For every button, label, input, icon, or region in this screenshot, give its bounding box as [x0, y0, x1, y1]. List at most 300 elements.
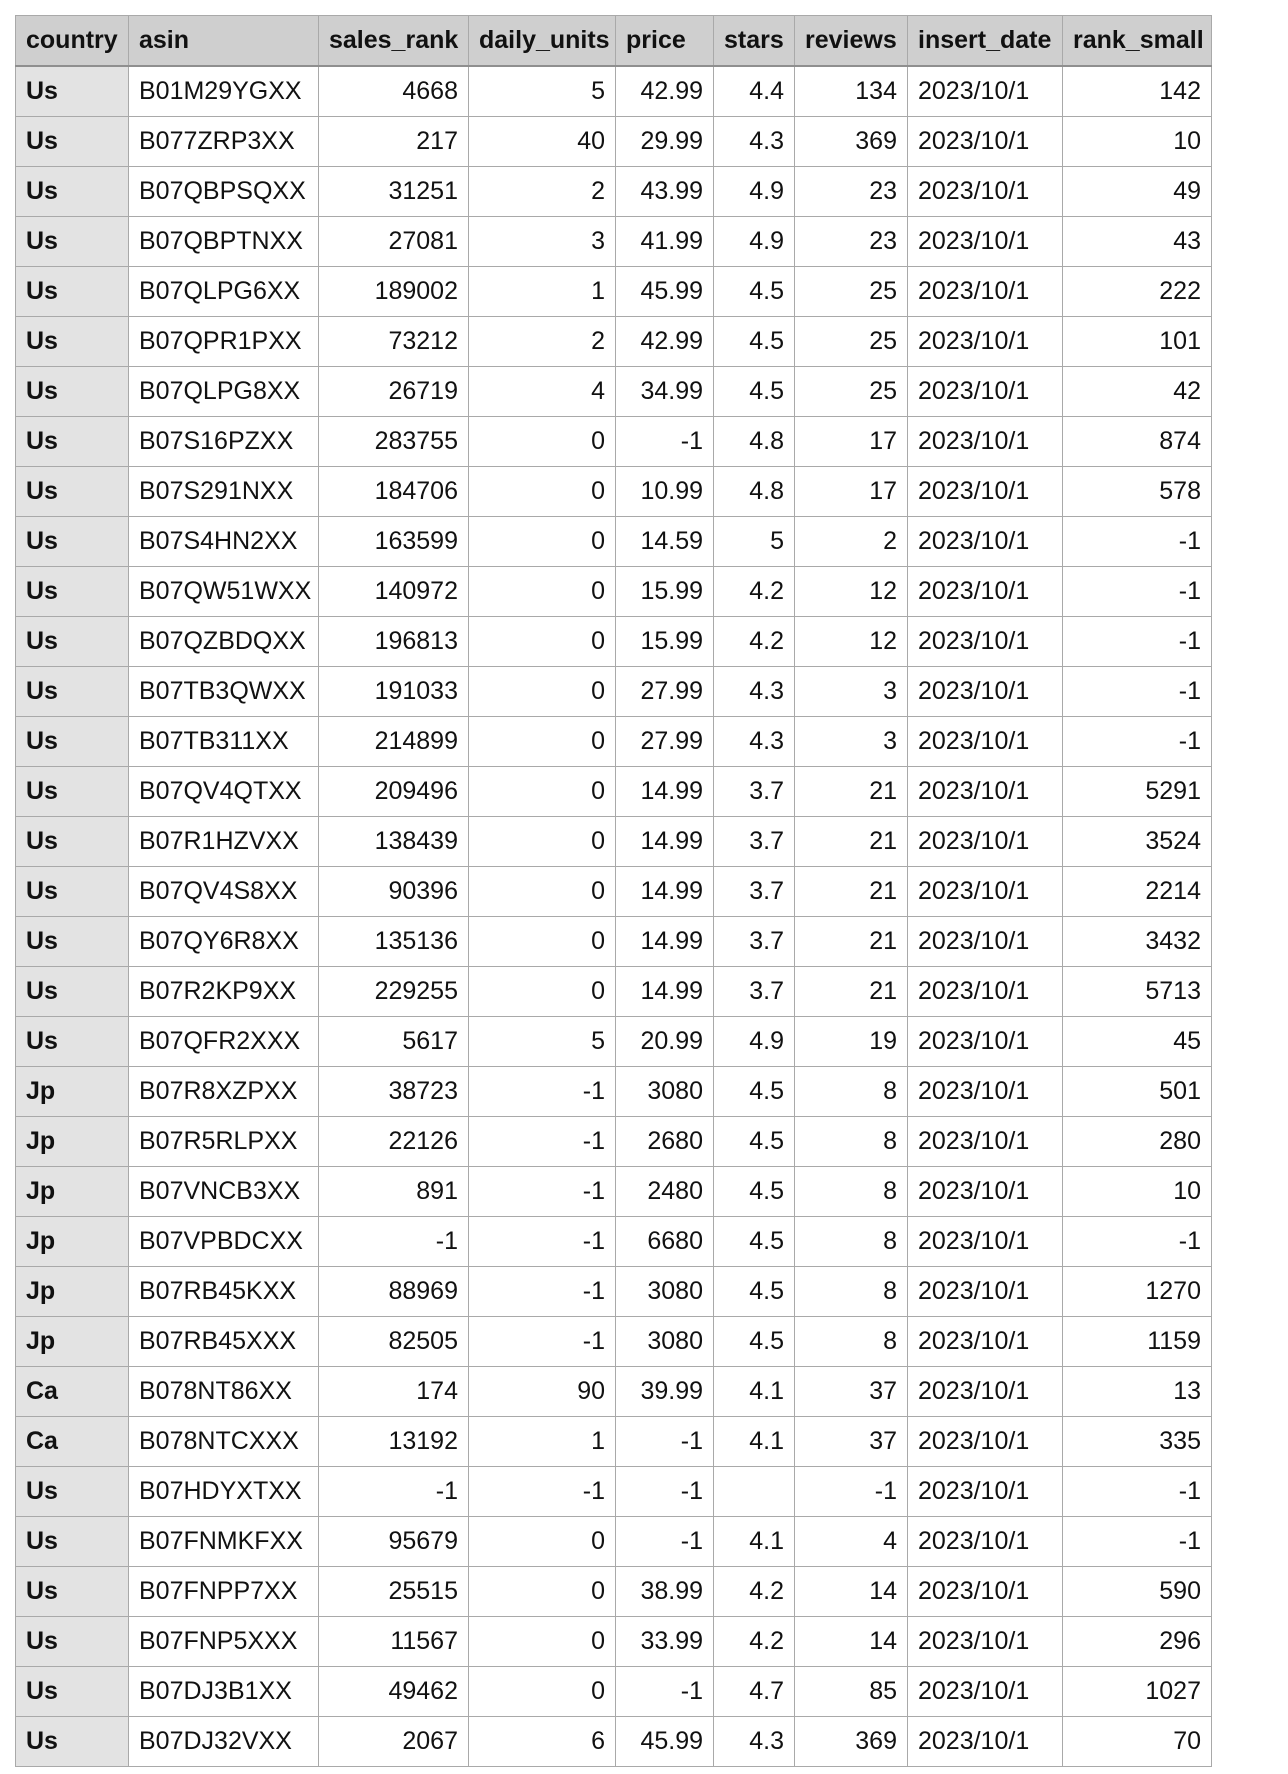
- price-cell[interactable]: 42.99: [616, 317, 714, 367]
- stars-cell[interactable]: 4.1: [714, 1367, 795, 1417]
- sales-rank-cell[interactable]: 38723: [319, 1067, 469, 1117]
- sales-rank-cell[interactable]: 22126: [319, 1117, 469, 1167]
- sales-rank-cell[interactable]: 138439: [319, 817, 469, 867]
- daily-units-cell[interactable]: -1: [469, 1067, 616, 1117]
- stars-cell[interactable]: 3.7: [714, 867, 795, 917]
- asin-cell[interactable]: B07R5RLPXX: [129, 1117, 319, 1167]
- reviews-cell[interactable]: 21: [795, 967, 908, 1017]
- price-cell[interactable]: 43.99: [616, 167, 714, 217]
- insert-date-cell[interactable]: 2023/10/1: [908, 817, 1063, 867]
- asin-cell[interactable]: B078NT86XX: [129, 1367, 319, 1417]
- insert-date-cell[interactable]: 2023/10/1: [908, 367, 1063, 417]
- rank-small-cell[interactable]: -1: [1063, 667, 1212, 717]
- price-cell[interactable]: 14.99: [616, 767, 714, 817]
- asin-cell[interactable]: B07QV4S8XX: [129, 867, 319, 917]
- stars-cell[interactable]: 4.3: [714, 717, 795, 767]
- column-header-daily-units[interactable]: daily_units: [469, 16, 616, 67]
- daily-units-cell[interactable]: 0: [469, 1517, 616, 1567]
- insert-date-cell[interactable]: 2023/10/1: [908, 567, 1063, 617]
- asin-cell[interactable]: B07QPR1PXX: [129, 317, 319, 367]
- rank-small-cell[interactable]: 42: [1063, 367, 1212, 417]
- stars-cell[interactable]: 4.5: [714, 1117, 795, 1167]
- country-cell[interactable]: Us: [16, 917, 129, 967]
- rank-small-cell[interactable]: 3524: [1063, 817, 1212, 867]
- insert-date-cell[interactable]: 2023/10/1: [908, 867, 1063, 917]
- reviews-cell[interactable]: 14: [795, 1617, 908, 1667]
- stars-cell[interactable]: 4.1: [714, 1417, 795, 1467]
- insert-date-cell[interactable]: 2023/10/1: [908, 317, 1063, 367]
- insert-date-cell[interactable]: 2023/10/1: [908, 1367, 1063, 1417]
- stars-cell[interactable]: 4.1: [714, 1517, 795, 1567]
- rank-small-cell[interactable]: 578: [1063, 467, 1212, 517]
- sales-rank-cell[interactable]: 88969: [319, 1267, 469, 1317]
- asin-cell[interactable]: B07RB45KXX: [129, 1267, 319, 1317]
- sales-rank-cell[interactable]: 73212: [319, 317, 469, 367]
- reviews-cell[interactable]: 17: [795, 417, 908, 467]
- daily-units-cell[interactable]: -1: [469, 1467, 616, 1517]
- stars-cell[interactable]: 3.7: [714, 917, 795, 967]
- insert-date-cell[interactable]: 2023/10/1: [908, 117, 1063, 167]
- rank-small-cell[interactable]: -1: [1063, 1467, 1212, 1517]
- daily-units-cell[interactable]: 4: [469, 367, 616, 417]
- country-cell[interactable]: Us: [16, 467, 129, 517]
- stars-cell[interactable]: 4.9: [714, 217, 795, 267]
- asin-cell[interactable]: B07R2KP9XX: [129, 967, 319, 1017]
- daily-units-cell[interactable]: -1: [469, 1217, 616, 1267]
- price-cell[interactable]: 2480: [616, 1167, 714, 1217]
- price-cell[interactable]: 33.99: [616, 1617, 714, 1667]
- asin-cell[interactable]: B07VNCB3XX: [129, 1167, 319, 1217]
- column-header-insert-date[interactable]: insert_date: [908, 16, 1063, 67]
- stars-cell[interactable]: 4.3: [714, 667, 795, 717]
- reviews-cell[interactable]: 3: [795, 717, 908, 767]
- rank-small-cell[interactable]: 43: [1063, 217, 1212, 267]
- stars-cell[interactable]: 4.2: [714, 1617, 795, 1667]
- country-cell[interactable]: Us: [16, 517, 129, 567]
- sales-rank-cell[interactable]: 5617: [319, 1017, 469, 1067]
- reviews-cell[interactable]: 369: [795, 117, 908, 167]
- daily-units-cell[interactable]: -1: [469, 1317, 616, 1367]
- stars-cell[interactable]: 4.2: [714, 617, 795, 667]
- stars-cell[interactable]: 4.2: [714, 1567, 795, 1617]
- price-cell[interactable]: 14.59: [616, 517, 714, 567]
- rank-small-cell[interactable]: 590: [1063, 1567, 1212, 1617]
- rank-small-cell[interactable]: 101: [1063, 317, 1212, 367]
- reviews-cell[interactable]: 8: [795, 1217, 908, 1267]
- stars-cell[interactable]: 4.9: [714, 167, 795, 217]
- price-cell[interactable]: 15.99: [616, 617, 714, 667]
- country-cell[interactable]: Us: [16, 667, 129, 717]
- daily-units-cell[interactable]: 0: [469, 617, 616, 667]
- asin-cell[interactable]: B07QLPG8XX: [129, 367, 319, 417]
- insert-date-cell[interactable]: 2023/10/1: [908, 1267, 1063, 1317]
- rank-small-cell[interactable]: 1027: [1063, 1667, 1212, 1717]
- reviews-cell[interactable]: 14: [795, 1567, 908, 1617]
- sales-rank-cell[interactable]: 209496: [319, 767, 469, 817]
- country-cell[interactable]: Us: [16, 167, 129, 217]
- daily-units-cell[interactable]: 0: [469, 1617, 616, 1667]
- rank-small-cell[interactable]: -1: [1063, 567, 1212, 617]
- asin-cell[interactable]: B07QV4QTXX: [129, 767, 319, 817]
- column-header-rank-small[interactable]: rank_small: [1063, 16, 1212, 67]
- rank-small-cell[interactable]: 5291: [1063, 767, 1212, 817]
- reviews-cell[interactable]: 3: [795, 667, 908, 717]
- stars-cell[interactable]: 4.8: [714, 467, 795, 517]
- reviews-cell[interactable]: 8: [795, 1117, 908, 1167]
- reviews-cell[interactable]: 369: [795, 1717, 908, 1767]
- reviews-cell[interactable]: 25: [795, 267, 908, 317]
- rank-small-cell[interactable]: -1: [1063, 1217, 1212, 1267]
- country-cell[interactable]: Us: [16, 1667, 129, 1717]
- price-cell[interactable]: -1: [616, 417, 714, 467]
- rank-small-cell[interactable]: 501: [1063, 1067, 1212, 1117]
- sales-rank-cell[interactable]: 174: [319, 1367, 469, 1417]
- country-cell[interactable]: Us: [16, 317, 129, 367]
- reviews-cell[interactable]: 2: [795, 517, 908, 567]
- insert-date-cell[interactable]: 2023/10/1: [908, 1417, 1063, 1467]
- daily-units-cell[interactable]: 1: [469, 1417, 616, 1467]
- asin-cell[interactable]: B07QLPG6XX: [129, 267, 319, 317]
- stars-cell[interactable]: 4.8: [714, 417, 795, 467]
- asin-cell[interactable]: B07QY6R8XX: [129, 917, 319, 967]
- stars-cell[interactable]: 4.4: [714, 66, 795, 117]
- rank-small-cell[interactable]: 296: [1063, 1617, 1212, 1667]
- price-cell[interactable]: 45.99: [616, 1717, 714, 1767]
- country-cell[interactable]: Us: [16, 1717, 129, 1767]
- insert-date-cell[interactable]: 2023/10/1: [908, 767, 1063, 817]
- sales-rank-cell[interactable]: 26719: [319, 367, 469, 417]
- column-header-stars[interactable]: stars: [714, 16, 795, 67]
- insert-date-cell[interactable]: 2023/10/1: [908, 267, 1063, 317]
- reviews-cell[interactable]: 12: [795, 567, 908, 617]
- country-cell[interactable]: Us: [16, 767, 129, 817]
- insert-date-cell[interactable]: 2023/10/1: [908, 1517, 1063, 1567]
- asin-cell[interactable]: B07TB3QWXX: [129, 667, 319, 717]
- column-header-price[interactable]: price: [616, 16, 714, 67]
- country-cell[interactable]: Us: [16, 567, 129, 617]
- daily-units-cell[interactable]: 5: [469, 1017, 616, 1067]
- daily-units-cell[interactable]: 0: [469, 717, 616, 767]
- daily-units-cell[interactable]: 1: [469, 267, 616, 317]
- insert-date-cell[interactable]: 2023/10/1: [908, 66, 1063, 117]
- stars-cell[interactable]: 4.5: [714, 1217, 795, 1267]
- price-cell[interactable]: 38.99: [616, 1567, 714, 1617]
- country-cell[interactable]: Us: [16, 1617, 129, 1667]
- asin-cell[interactable]: B07RB45XXX: [129, 1317, 319, 1367]
- reviews-cell[interactable]: 21: [795, 817, 908, 867]
- asin-cell[interactable]: B07VPBDCXX: [129, 1217, 319, 1267]
- rank-small-cell[interactable]: -1: [1063, 617, 1212, 667]
- insert-date-cell[interactable]: 2023/10/1: [908, 1067, 1063, 1117]
- reviews-cell[interactable]: 17: [795, 467, 908, 517]
- reviews-cell[interactable]: 37: [795, 1367, 908, 1417]
- sales-rank-cell[interactable]: 49462: [319, 1667, 469, 1717]
- sales-rank-cell[interactable]: 196813: [319, 617, 469, 667]
- insert-date-cell[interactable]: 2023/10/1: [908, 667, 1063, 717]
- sales-rank-cell[interactable]: 214899: [319, 717, 469, 767]
- daily-units-cell[interactable]: 2: [469, 167, 616, 217]
- insert-date-cell[interactable]: 2023/10/1: [908, 1217, 1063, 1267]
- stars-cell[interactable]: 5: [714, 517, 795, 567]
- insert-date-cell[interactable]: 2023/10/1: [908, 217, 1063, 267]
- daily-units-cell[interactable]: 0: [469, 867, 616, 917]
- insert-date-cell[interactable]: 2023/10/1: [908, 167, 1063, 217]
- country-cell[interactable]: Us: [16, 817, 129, 867]
- daily-units-cell[interactable]: 0: [469, 917, 616, 967]
- price-cell[interactable]: -1: [616, 1467, 714, 1517]
- rank-small-cell[interactable]: 1270: [1063, 1267, 1212, 1317]
- price-cell[interactable]: 3080: [616, 1267, 714, 1317]
- rank-small-cell[interactable]: 335: [1063, 1417, 1212, 1467]
- rank-small-cell[interactable]: 142: [1063, 66, 1212, 117]
- price-cell[interactable]: -1: [616, 1417, 714, 1467]
- reviews-cell[interactable]: 21: [795, 917, 908, 967]
- insert-date-cell[interactable]: 2023/10/1: [908, 1467, 1063, 1517]
- reviews-cell[interactable]: 12: [795, 617, 908, 667]
- daily-units-cell[interactable]: 3: [469, 217, 616, 267]
- price-cell[interactable]: 14.99: [616, 817, 714, 867]
- country-cell[interactable]: Jp: [16, 1167, 129, 1217]
- daily-units-cell[interactable]: 90: [469, 1367, 616, 1417]
- country-cell[interactable]: Ca: [16, 1417, 129, 1467]
- reviews-cell[interactable]: 23: [795, 217, 908, 267]
- insert-date-cell[interactable]: 2023/10/1: [908, 1667, 1063, 1717]
- asin-cell[interactable]: B07FNPP7XX: [129, 1567, 319, 1617]
- asin-cell[interactable]: B07R8XZPXX: [129, 1067, 319, 1117]
- rank-small-cell[interactable]: -1: [1063, 517, 1212, 567]
- stars-cell[interactable]: 4.5: [714, 267, 795, 317]
- country-cell[interactable]: Us: [16, 717, 129, 767]
- asin-cell[interactable]: B07DJ3B1XX: [129, 1667, 319, 1717]
- daily-units-cell[interactable]: 40: [469, 117, 616, 167]
- rank-small-cell[interactable]: 49: [1063, 167, 1212, 217]
- stars-cell[interactable]: 4.5: [714, 1317, 795, 1367]
- stars-cell[interactable]: 3.7: [714, 967, 795, 1017]
- rank-small-cell[interactable]: 10: [1063, 1167, 1212, 1217]
- rank-small-cell[interactable]: 5713: [1063, 967, 1212, 1017]
- price-cell[interactable]: 27.99: [616, 717, 714, 767]
- country-cell[interactable]: Jp: [16, 1267, 129, 1317]
- daily-units-cell[interactable]: 5: [469, 66, 616, 117]
- country-cell[interactable]: Us: [16, 617, 129, 667]
- reviews-cell[interactable]: 85: [795, 1667, 908, 1717]
- reviews-cell[interactable]: 134: [795, 66, 908, 117]
- country-cell[interactable]: Us: [16, 1467, 129, 1517]
- column-header-sales-rank[interactable]: sales_rank: [319, 16, 469, 67]
- price-cell[interactable]: 34.99: [616, 367, 714, 417]
- price-cell[interactable]: 14.99: [616, 867, 714, 917]
- reviews-cell[interactable]: 19: [795, 1017, 908, 1067]
- stars-cell[interactable]: 3.7: [714, 817, 795, 867]
- country-cell[interactable]: Us: [16, 367, 129, 417]
- sales-rank-cell[interactable]: 4668: [319, 66, 469, 117]
- country-cell[interactable]: Us: [16, 867, 129, 917]
- reviews-cell[interactable]: 37: [795, 1417, 908, 1467]
- stars-cell[interactable]: 4.7: [714, 1667, 795, 1717]
- stars-cell[interactable]: 4.5: [714, 317, 795, 367]
- daily-units-cell[interactable]: 0: [469, 667, 616, 717]
- insert-date-cell[interactable]: 2023/10/1: [908, 467, 1063, 517]
- sales-rank-cell[interactable]: -1: [319, 1217, 469, 1267]
- insert-date-cell[interactable]: 2023/10/1: [908, 1717, 1063, 1767]
- price-cell[interactable]: 14.99: [616, 917, 714, 967]
- stars-cell[interactable]: 4.3: [714, 1717, 795, 1767]
- country-cell[interactable]: Us: [16, 117, 129, 167]
- reviews-cell[interactable]: 8: [795, 1317, 908, 1367]
- rank-small-cell[interactable]: 2214: [1063, 867, 1212, 917]
- daily-units-cell[interactable]: -1: [469, 1167, 616, 1217]
- price-cell[interactable]: 14.99: [616, 967, 714, 1017]
- rank-small-cell[interactable]: 874: [1063, 417, 1212, 467]
- insert-date-cell[interactable]: 2023/10/1: [908, 1017, 1063, 1067]
- price-cell[interactable]: 45.99: [616, 267, 714, 317]
- reviews-cell[interactable]: 4: [795, 1517, 908, 1567]
- reviews-cell[interactable]: 25: [795, 317, 908, 367]
- sales-rank-cell[interactable]: 217: [319, 117, 469, 167]
- asin-cell[interactable]: B07QBPSQXX: [129, 167, 319, 217]
- price-cell[interactable]: 3080: [616, 1067, 714, 1117]
- asin-cell[interactable]: B077ZRP3XX: [129, 117, 319, 167]
- insert-date-cell[interactable]: 2023/10/1: [908, 517, 1063, 567]
- sales-rank-cell[interactable]: 25515: [319, 1567, 469, 1617]
- stars-cell[interactable]: 4.3: [714, 117, 795, 167]
- price-cell[interactable]: 27.99: [616, 667, 714, 717]
- sales-rank-cell[interactable]: 163599: [319, 517, 469, 567]
- rank-small-cell[interactable]: -1: [1063, 717, 1212, 767]
- sales-rank-cell[interactable]: 82505: [319, 1317, 469, 1367]
- rank-small-cell[interactable]: 10: [1063, 117, 1212, 167]
- stars-cell[interactable]: 4.5: [714, 1167, 795, 1217]
- price-cell[interactable]: 41.99: [616, 217, 714, 267]
- reviews-cell[interactable]: -1: [795, 1467, 908, 1517]
- price-cell[interactable]: 20.99: [616, 1017, 714, 1067]
- reviews-cell[interactable]: 23: [795, 167, 908, 217]
- stars-cell[interactable]: 4.5: [714, 1067, 795, 1117]
- country-cell[interactable]: Us: [16, 66, 129, 117]
- insert-date-cell[interactable]: 2023/10/1: [908, 1617, 1063, 1667]
- sales-rank-cell[interactable]: 140972: [319, 567, 469, 617]
- country-cell[interactable]: Us: [16, 267, 129, 317]
- insert-date-cell[interactable]: 2023/10/1: [908, 1317, 1063, 1367]
- reviews-cell[interactable]: 21: [795, 767, 908, 817]
- asin-cell[interactable]: B07HDYXTXX: [129, 1467, 319, 1517]
- asin-cell[interactable]: B07S291NXX: [129, 467, 319, 517]
- country-cell[interactable]: Us: [16, 967, 129, 1017]
- insert-date-cell[interactable]: 2023/10/1: [908, 1567, 1063, 1617]
- asin-cell[interactable]: B07FNP5XXX: [129, 1617, 319, 1667]
- rank-small-cell[interactable]: 70: [1063, 1717, 1212, 1767]
- reviews-cell[interactable]: 25: [795, 367, 908, 417]
- insert-date-cell[interactable]: 2023/10/1: [908, 1117, 1063, 1167]
- reviews-cell[interactable]: 8: [795, 1167, 908, 1217]
- daily-units-cell[interactable]: 6: [469, 1717, 616, 1767]
- country-cell[interactable]: Us: [16, 1017, 129, 1067]
- asin-cell[interactable]: B07FNMKFXX: [129, 1517, 319, 1567]
- reviews-cell[interactable]: 8: [795, 1067, 908, 1117]
- price-cell[interactable]: 6680: [616, 1217, 714, 1267]
- country-cell[interactable]: Us: [16, 1517, 129, 1567]
- rank-small-cell[interactable]: 45: [1063, 1017, 1212, 1067]
- sales-rank-cell[interactable]: 90396: [319, 867, 469, 917]
- sales-rank-cell[interactable]: 184706: [319, 467, 469, 517]
- asin-cell[interactable]: B07QW51WXX: [129, 567, 319, 617]
- sales-rank-cell[interactable]: 31251: [319, 167, 469, 217]
- rank-small-cell[interactable]: 280: [1063, 1117, 1212, 1167]
- price-cell[interactable]: 3080: [616, 1317, 714, 1367]
- price-cell[interactable]: 29.99: [616, 117, 714, 167]
- country-cell[interactable]: Jp: [16, 1117, 129, 1167]
- daily-units-cell[interactable]: 2: [469, 317, 616, 367]
- asin-cell[interactable]: B07DJ32VXX: [129, 1717, 319, 1767]
- daily-units-cell[interactable]: 0: [469, 467, 616, 517]
- daily-units-cell[interactable]: 0: [469, 417, 616, 467]
- sales-rank-cell[interactable]: 189002: [319, 267, 469, 317]
- asin-cell[interactable]: B01M29YGXX: [129, 66, 319, 117]
- country-cell[interactable]: Us: [16, 417, 129, 467]
- daily-units-cell[interactable]: 0: [469, 967, 616, 1017]
- sales-rank-cell[interactable]: 229255: [319, 967, 469, 1017]
- daily-units-cell[interactable]: 0: [469, 767, 616, 817]
- asin-cell[interactable]: B07QBPTNXX: [129, 217, 319, 267]
- country-cell[interactable]: Jp: [16, 1067, 129, 1117]
- price-cell[interactable]: 10.99: [616, 467, 714, 517]
- insert-date-cell[interactable]: 2023/10/1: [908, 417, 1063, 467]
- daily-units-cell[interactable]: 0: [469, 817, 616, 867]
- rank-small-cell[interactable]: 3432: [1063, 917, 1212, 967]
- country-cell[interactable]: Jp: [16, 1317, 129, 1367]
- daily-units-cell[interactable]: -1: [469, 1267, 616, 1317]
- asin-cell[interactable]: B07S4HN2XX: [129, 517, 319, 567]
- sales-rank-cell[interactable]: 283755: [319, 417, 469, 467]
- rank-small-cell[interactable]: -1: [1063, 1517, 1212, 1567]
- country-cell[interactable]: Us: [16, 217, 129, 267]
- price-cell[interactable]: 39.99: [616, 1367, 714, 1417]
- insert-date-cell[interactable]: 2023/10/1: [908, 617, 1063, 667]
- insert-date-cell[interactable]: 2023/10/1: [908, 1167, 1063, 1217]
- stars-cell[interactable]: 3.7: [714, 767, 795, 817]
- sales-rank-cell[interactable]: 2067: [319, 1717, 469, 1767]
- asin-cell[interactable]: B078NTCXXX: [129, 1417, 319, 1467]
- reviews-cell[interactable]: 8: [795, 1267, 908, 1317]
- sales-rank-cell[interactable]: 891: [319, 1167, 469, 1217]
- reviews-cell[interactable]: 21: [795, 867, 908, 917]
- rank-small-cell[interactable]: 13: [1063, 1367, 1212, 1417]
- insert-date-cell[interactable]: 2023/10/1: [908, 917, 1063, 967]
- column-header-reviews[interactable]: reviews: [795, 16, 908, 67]
- column-header-country[interactable]: country: [16, 16, 129, 67]
- sales-rank-cell[interactable]: 11567: [319, 1617, 469, 1667]
- asin-cell[interactable]: B07QFR2XXX: [129, 1017, 319, 1067]
- stars-cell[interactable]: 4.5: [714, 1267, 795, 1317]
- sales-rank-cell[interactable]: 27081: [319, 217, 469, 267]
- daily-units-cell[interactable]: 0: [469, 517, 616, 567]
- daily-units-cell[interactable]: -1: [469, 1117, 616, 1167]
- sales-rank-cell[interactable]: 191033: [319, 667, 469, 717]
- asin-cell[interactable]: B07QZBDQXX: [129, 617, 319, 667]
- stars-cell[interactable]: [714, 1467, 795, 1517]
- stars-cell[interactable]: 4.9: [714, 1017, 795, 1067]
- asin-cell[interactable]: B07R1HZVXX: [129, 817, 319, 867]
- price-cell[interactable]: 42.99: [616, 66, 714, 117]
- rank-small-cell[interactable]: 1159: [1063, 1317, 1212, 1367]
- country-cell[interactable]: Jp: [16, 1217, 129, 1267]
- asin-cell[interactable]: B07S16PZXX: [129, 417, 319, 467]
- rank-small-cell[interactable]: 222: [1063, 267, 1212, 317]
- stars-cell[interactable]: 4.2: [714, 567, 795, 617]
- price-cell[interactable]: -1: [616, 1517, 714, 1567]
- asin-cell[interactable]: B07TB311XX: [129, 717, 319, 767]
- insert-date-cell[interactable]: 2023/10/1: [908, 967, 1063, 1017]
